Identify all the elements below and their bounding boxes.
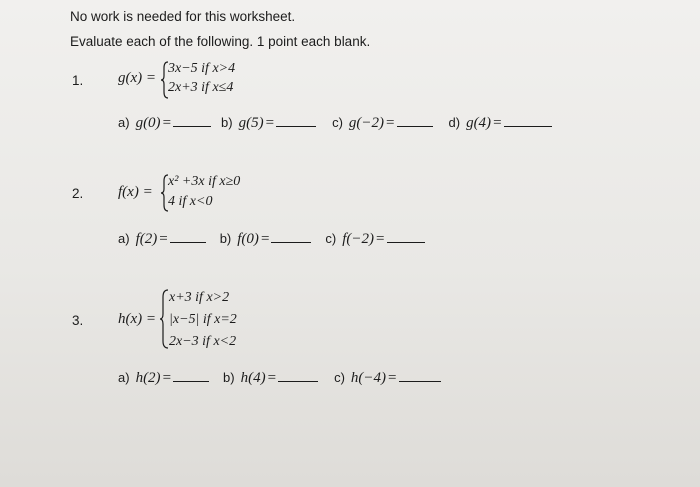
answer-blank[interactable] bbox=[170, 230, 206, 243]
item-expression: f(0) bbox=[237, 231, 259, 247]
answer-blank[interactable] bbox=[173, 114, 211, 127]
case-row: x² +3x if x≥0 bbox=[168, 174, 241, 189]
item-label: d) bbox=[448, 115, 461, 130]
answer-blank[interactable] bbox=[504, 114, 552, 127]
function-name: f(x) = bbox=[118, 184, 153, 200]
answer-item bbox=[449, 114, 552, 132]
answer-blank[interactable] bbox=[173, 369, 209, 382]
item-expression: f(2) bbox=[135, 231, 158, 247]
item-label: c) bbox=[332, 115, 343, 130]
answer-row bbox=[118, 230, 425, 248]
item-expression: g(−2) bbox=[348, 115, 385, 131]
case-row: 2x+3 if x≤4 bbox=[168, 80, 234, 95]
case-row: x+3 if x>2 bbox=[169, 290, 230, 305]
item-label: b) bbox=[219, 231, 232, 246]
case-row: |x−5| if x=2 bbox=[169, 312, 237, 327]
equals-sign: = bbox=[159, 231, 168, 247]
case-row: 2x−3 if x<2 bbox=[169, 334, 237, 349]
equals-sign: = bbox=[265, 115, 275, 131]
worksheet-instructions: Evaluate each of the following. 1 point each blank. bbox=[70, 34, 371, 49]
equals-sign: = bbox=[386, 115, 395, 131]
worksheet-note: No work is needed for this worksheet. bbox=[70, 9, 296, 24]
item-label: c) bbox=[334, 370, 345, 385]
equals-sign: = bbox=[260, 231, 270, 247]
answer-item bbox=[332, 114, 432, 132]
answer-item bbox=[220, 230, 312, 248]
item-label: b) bbox=[223, 370, 235, 385]
equals-sign: = bbox=[162, 370, 172, 386]
answer-item bbox=[325, 230, 424, 248]
equals-sign: = bbox=[388, 370, 397, 386]
item-expression: h(−4) bbox=[350, 370, 387, 386]
answer-row bbox=[118, 369, 441, 387]
problem-number: 2. bbox=[72, 186, 84, 201]
problem-number: 1. bbox=[72, 73, 84, 88]
item-expression: g(0) bbox=[135, 115, 161, 131]
answer-blank[interactable] bbox=[387, 230, 425, 243]
answer-row bbox=[118, 114, 552, 132]
answer-blank[interactable] bbox=[397, 114, 433, 127]
item-expression: h(4) bbox=[240, 370, 266, 386]
function-name: h(x) = bbox=[118, 311, 157, 327]
item-expression: g(4) bbox=[466, 115, 492, 131]
problem-number: 3. bbox=[72, 313, 84, 328]
answer-item bbox=[334, 369, 440, 387]
case-row: 4 if x<0 bbox=[168, 194, 213, 209]
item-expression: f(−2) bbox=[342, 231, 375, 247]
item-label: b) bbox=[221, 115, 233, 130]
equals-sign: = bbox=[162, 115, 172, 131]
answer-blank[interactable] bbox=[271, 230, 311, 243]
answer-item bbox=[221, 114, 316, 132]
function-name: g(x) = bbox=[118, 70, 157, 86]
equals-sign: = bbox=[267, 370, 277, 386]
answer-blank[interactable] bbox=[399, 369, 441, 382]
item-label: a) bbox=[118, 231, 130, 246]
equals-sign: = bbox=[493, 115, 502, 131]
item-expression: g(5) bbox=[238, 115, 264, 131]
item-label: a) bbox=[118, 370, 130, 385]
equals-sign: = bbox=[376, 231, 385, 247]
answer-item bbox=[118, 114, 211, 132]
answer-item bbox=[223, 369, 318, 387]
item-label: a) bbox=[118, 115, 130, 130]
case-row: 3x−5 if x>4 bbox=[168, 61, 236, 76]
answer-item bbox=[118, 230, 206, 248]
item-label: c) bbox=[325, 231, 337, 246]
item-expression: h(2) bbox=[135, 370, 161, 386]
answer-blank[interactable] bbox=[276, 114, 316, 127]
answer-blank[interactable] bbox=[278, 369, 318, 382]
answer-item bbox=[118, 369, 209, 387]
